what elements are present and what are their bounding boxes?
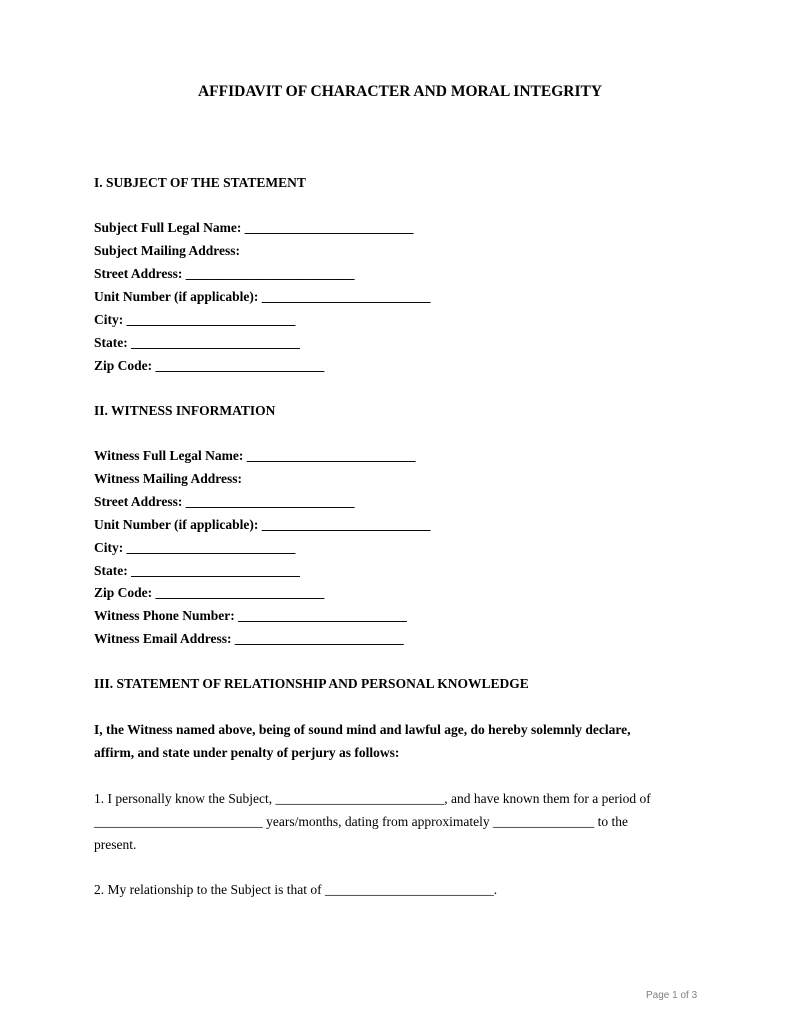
witness-city-row (94, 538, 295, 558)
subject-unit-field[interactable]: _________________________ (261, 289, 431, 304)
subject-city-label: City: (94, 312, 124, 327)
subject-city-field[interactable]: _________________________ (126, 312, 296, 327)
subject-unit-row (94, 287, 431, 307)
witness-state-label: State: (94, 563, 128, 578)
page-number: Page 1 of 3 (646, 990, 698, 1001)
witness-phone-label: Witness Phone Number: (94, 608, 235, 623)
section-heading-witness: II. WITNESS INFORMATION (94, 403, 276, 418)
subject-full-name-field[interactable]: _________________________ (244, 220, 414, 235)
subject-zip-field[interactable]: _________________________ (155, 358, 325, 373)
witness-full-name-label: Witness Full Legal Name: (94, 448, 244, 463)
item-1-text-c: years/months, dating from approximately (266, 814, 490, 829)
item-1-subject-field[interactable]: _________________________ (275, 791, 445, 806)
witness-full-name-field[interactable]: _________________________ (246, 448, 416, 463)
witness-email-field[interactable]: _________________________ (234, 631, 404, 646)
subject-mailing-address-label: Subject Mailing Address: (94, 243, 241, 258)
witness-unit-label: Unit Number (if applicable): (94, 517, 259, 532)
item-1-date-field[interactable]: _______________ (492, 814, 595, 829)
item-1-line-3: present. (94, 837, 137, 852)
witness-street-row (94, 492, 355, 512)
subject-state-label: State: (94, 335, 128, 350)
declaration-line-2: affirm, and state under penalty of perjury as follows: (94, 745, 400, 760)
witness-street-label: Street Address: (94, 494, 183, 509)
witness-email-row (94, 629, 404, 649)
item-2-text-a: 2. My relationship to the Subject is that of (94, 882, 322, 897)
witness-zip-label: Zip Code: (94, 585, 153, 600)
subject-street-field[interactable]: _________________________ (185, 266, 355, 281)
declaration-line-1: I, the Witness named above, being of sound mind and lawful age, do hereby solemnly declare, (94, 722, 631, 737)
item-1-text-b: , and have known them for a period of (444, 791, 651, 806)
subject-street-label: Street Address: (94, 266, 183, 281)
witness-state-field[interactable]: _________________________ (131, 563, 300, 578)
subject-state-row (94, 333, 300, 353)
subject-street-row (94, 264, 355, 284)
witness-phone-row (94, 606, 407, 626)
subject-full-name-label: Subject Full Legal Name: (94, 220, 242, 235)
item-1-duration-field[interactable]: _________________________ (94, 814, 263, 829)
document-title: AFFIDAVIT OF CHARACTER AND MORAL INTEGRITY (197, 83, 603, 100)
witness-city-field[interactable]: _________________________ (126, 540, 296, 555)
subject-state-field[interactable]: _________________________ (131, 335, 300, 350)
item-2-line (94, 880, 497, 900)
witness-zip-row (94, 583, 324, 603)
item-1-text-d: to the (597, 814, 628, 829)
witness-full-name-row (94, 446, 416, 466)
subject-full-name-row (94, 218, 414, 238)
section-heading-subject: I. SUBJECT OF THE STATEMENT (94, 175, 306, 190)
subject-city-row (94, 310, 295, 330)
witness-unit-row (94, 515, 431, 535)
witness-mailing-address-label: Witness Mailing Address: (94, 471, 243, 486)
witness-state-row (94, 561, 300, 581)
item-1-line-2 (94, 812, 628, 832)
item-1-line-1 (94, 789, 651, 809)
witness-email-label: Witness Email Address: (94, 631, 232, 646)
witness-zip-field[interactable]: _________________________ (155, 585, 325, 600)
item-2-text-b: . (493, 882, 498, 897)
witness-street-field[interactable]: _________________________ (185, 494, 355, 509)
item-2-relationship-field[interactable]: _________________________ (324, 882, 494, 897)
subject-unit-label: Unit Number (if applicable): (94, 289, 259, 304)
witness-city-label: City: (94, 540, 124, 555)
item-1-text-a: 1. I personally know the Subject, (94, 791, 273, 806)
section-heading-relationship: III. STATEMENT OF RELATIONSHIP AND PERSONAL KNOWLEDGE (94, 676, 529, 691)
witness-unit-field[interactable]: _________________________ (261, 517, 431, 532)
witness-phone-field[interactable]: _________________________ (238, 608, 407, 623)
subject-zip-label: Zip Code: (94, 358, 153, 373)
subject-zip-row (94, 356, 324, 376)
